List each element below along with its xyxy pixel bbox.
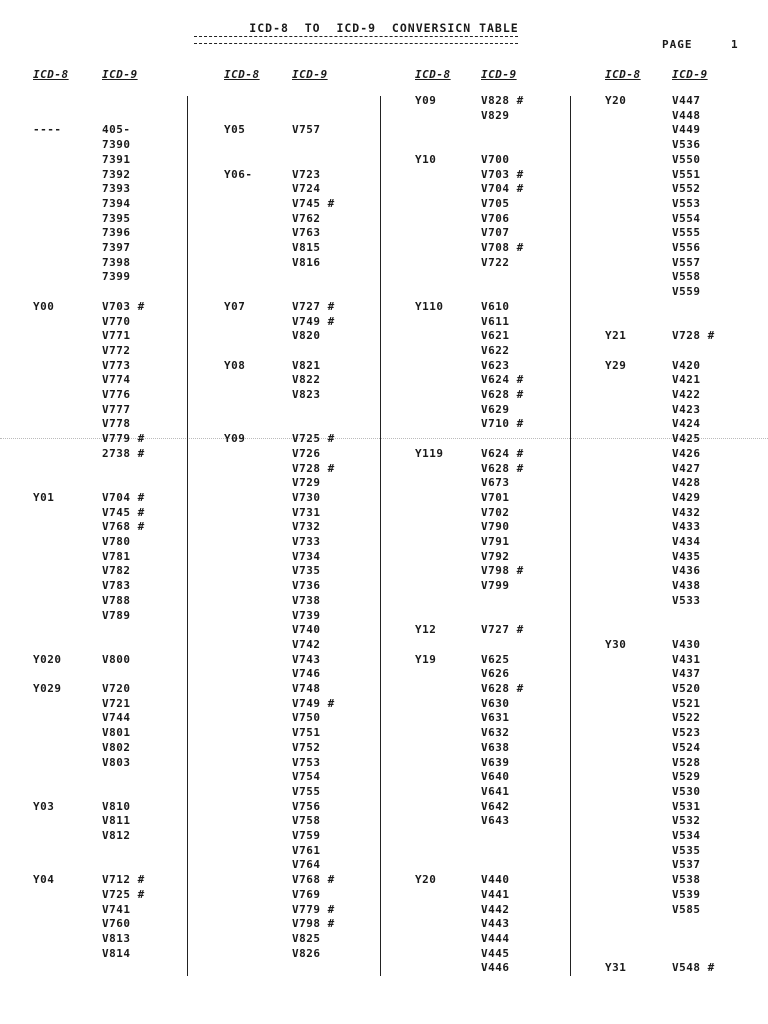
- icd9-code: V828 #: [481, 94, 524, 107]
- icd9-code: V585: [672, 902, 701, 916]
- icd9-code: V522: [672, 711, 701, 725]
- icd9-code: V632: [481, 726, 510, 740]
- icd9-code: V556: [672, 241, 701, 254]
- icd9-code: V745 #: [292, 196, 335, 210]
- icd9-code: 405-: [102, 123, 131, 137]
- icd9-code: V552: [672, 182, 701, 196]
- icd9-code: V780: [102, 535, 131, 548]
- icd9-code: V727 #: [292, 299, 335, 313]
- icd9-code: V422: [672, 388, 701, 401]
- icd9-code: V727 #: [481, 623, 524, 637]
- icd9-code: V529: [672, 770, 701, 784]
- icd9-code: V638: [481, 740, 510, 754]
- icd9-code: V745 #: [102, 505, 145, 519]
- icd9-code: V440: [481, 873, 510, 887]
- icd9-code: V779 #: [102, 432, 145, 446]
- icd9-code: V736: [292, 579, 321, 593]
- icd9-code: V803: [102, 755, 131, 769]
- icd9-code: V813: [102, 931, 131, 945]
- icd9-code: V731: [292, 505, 321, 519]
- icd9-code: V421: [672, 373, 701, 387]
- header-icd8-col2: ICD-8: [224, 68, 260, 81]
- header-icd8-col3: ICD-8: [415, 68, 451, 81]
- icd9-code: V624 #: [481, 373, 524, 387]
- icd9-code: V433: [672, 520, 701, 534]
- icd9-code: V815: [292, 241, 321, 254]
- icd9-code: V623: [481, 358, 510, 372]
- icd8-code: Y029: [33, 682, 62, 695]
- icd9-code: V430: [672, 637, 701, 651]
- icd9-code: V628 #: [481, 682, 524, 695]
- icd9-code: V759: [292, 829, 321, 842]
- icd9-code: V534: [672, 829, 701, 842]
- icd9-code: V740: [292, 623, 321, 637]
- icd9-code: V761: [292, 843, 321, 857]
- icd9-code: V728 #: [672, 329, 715, 343]
- icd9-code: V816: [292, 255, 321, 269]
- icd9-code: V782: [102, 564, 131, 578]
- header-icd9-col4: ICD-9: [672, 68, 708, 81]
- icd9-code: V826: [292, 946, 321, 960]
- header-icd9-col1: ICD-9: [102, 68, 138, 81]
- icd9-code: V630: [481, 696, 510, 710]
- icd9-code: V798 #: [292, 917, 335, 931]
- icd9-code: V749 #: [292, 696, 335, 710]
- icd9-code: V703 #: [481, 167, 524, 181]
- icd9-code: V523: [672, 726, 701, 740]
- icd9-code: V749 #: [292, 314, 335, 328]
- icd9-code: V554: [672, 211, 701, 225]
- icd9-code: V423: [672, 402, 701, 416]
- icd9-code: V443: [481, 917, 510, 931]
- icd9-code: V531: [672, 799, 701, 813]
- icd9-code: V722: [481, 255, 510, 269]
- icd9-code: V700: [481, 152, 510, 166]
- icd9-code: V734: [292, 549, 321, 563]
- icd9-code: V528: [672, 755, 701, 769]
- icd9-code: V760: [102, 917, 131, 931]
- icd9-code: V829: [481, 108, 510, 122]
- icd9-code: V427: [672, 461, 701, 475]
- icd8-code: ----: [33, 123, 62, 137]
- icd9-code: V723: [292, 167, 321, 181]
- icd9-code: V444: [481, 931, 510, 945]
- column-divider-3: [570, 96, 571, 976]
- icd9-code: V781: [102, 549, 131, 563]
- icd9-code: V822: [292, 373, 321, 387]
- icd9-code: V626: [481, 667, 510, 681]
- icd9-code: V447: [672, 94, 701, 107]
- icd9-code: V535: [672, 843, 701, 857]
- icd9-code: V705: [481, 196, 510, 210]
- icd9-code: V825: [292, 931, 321, 945]
- page-label: PAGE: [662, 38, 693, 51]
- header-icd9-col3: ICD-9: [481, 68, 517, 81]
- icd9-code: V431: [672, 652, 701, 666]
- column-divider-1: [187, 96, 188, 976]
- icd9-code: V725 #: [102, 887, 145, 901]
- icd9-code: V621: [481, 329, 510, 343]
- icd9-code: V437: [672, 667, 701, 681]
- icd9-code: V758: [292, 814, 321, 828]
- icd9-code: V823: [292, 388, 321, 401]
- icd9-code: V773: [102, 358, 131, 372]
- icd9-code: V448: [672, 108, 701, 122]
- icd9-code: V420: [672, 358, 701, 372]
- icd9-code: V776: [102, 388, 131, 401]
- icd9-code: V631: [481, 711, 510, 725]
- icd9-code: V703 #: [102, 299, 145, 313]
- icd9-code: V707: [481, 226, 510, 240]
- icd9-code: V769: [292, 887, 321, 901]
- icd9-code: V772: [102, 343, 131, 357]
- icd9-code: V771: [102, 329, 131, 343]
- icd8-code: Y12: [415, 623, 437, 637]
- icd9-code: V764: [292, 858, 321, 872]
- icd9-code: 2738 #: [102, 446, 145, 460]
- icd9-code: V744: [102, 711, 131, 725]
- icd9-code: V751: [292, 726, 321, 740]
- icd9-code: V802: [102, 740, 131, 754]
- icd9-code: V800: [102, 652, 131, 666]
- icd8-code: Y09: [415, 94, 437, 107]
- icd9-code: V642: [481, 799, 510, 813]
- icd9-code: V820: [292, 329, 321, 343]
- icd9-code: V550: [672, 152, 701, 166]
- icd8-code: Y19: [415, 652, 437, 666]
- icd9-code: V770: [102, 314, 131, 328]
- icd9-code: V798 #: [481, 564, 524, 578]
- icd9-code: V643: [481, 814, 510, 828]
- icd9-code: V811: [102, 814, 131, 828]
- icd9-code: V702: [481, 505, 510, 519]
- icd9-code: V814: [102, 946, 131, 960]
- icd9-code: 7396: [102, 226, 131, 240]
- icd8-code: Y21: [605, 329, 627, 343]
- icd9-code: V768 #: [292, 873, 335, 887]
- icd9-code: V821: [292, 358, 321, 372]
- icd9-code: V628 #: [481, 461, 524, 475]
- icd9-code: V728 #: [292, 461, 335, 475]
- icd9-code: V763: [292, 226, 321, 240]
- icd9-code: V449: [672, 123, 701, 137]
- icd8-code: Y29: [605, 358, 627, 372]
- icd9-code: 7398: [102, 255, 131, 269]
- icd9-code: V710 #: [481, 417, 524, 431]
- icd9-code: V701: [481, 490, 510, 504]
- icd9-code: V530: [672, 784, 701, 798]
- icd9-code: V521: [672, 696, 701, 710]
- icd9-code: V558: [672, 270, 701, 284]
- icd8-code: Y06-: [224, 167, 253, 181]
- icd9-code: V442: [481, 902, 510, 916]
- icd9-code: 7392: [102, 167, 131, 181]
- icd9-code: V757: [292, 123, 321, 137]
- column-divider-2: [380, 96, 381, 976]
- icd9-code: V425: [672, 432, 701, 446]
- icd9-code: V434: [672, 535, 701, 548]
- icd9-code: 7390: [102, 138, 131, 152]
- icd8-code: Y110: [415, 299, 444, 313]
- icd9-code: V428: [672, 476, 701, 490]
- icd9-code: V553: [672, 196, 701, 210]
- icd9-code: V673: [481, 476, 510, 490]
- icd9-code: V729: [292, 476, 321, 490]
- icd9-code: V629: [481, 402, 510, 416]
- icd9-code: V792: [481, 549, 510, 563]
- icd9-code: V520: [672, 682, 701, 695]
- icd9-code: V788: [102, 593, 131, 607]
- icd9-code: V799: [481, 579, 510, 593]
- icd9-code: V779 #: [292, 902, 335, 916]
- icd9-code: V429: [672, 490, 701, 504]
- icd9-code: V639: [481, 755, 510, 769]
- icd8-code: Y30: [605, 637, 627, 651]
- icd9-code: V750: [292, 711, 321, 725]
- icd9-code: V539: [672, 887, 701, 901]
- icd9-code: V789: [102, 608, 131, 622]
- icd8-code: Y20: [415, 873, 437, 887]
- icd9-code: V810: [102, 799, 131, 813]
- icd8-code: Y04: [33, 873, 55, 887]
- icd9-code: V724: [292, 182, 321, 196]
- icd9-code: V754: [292, 770, 321, 784]
- icd9-code: V768 #: [102, 520, 145, 534]
- icd9-code: V622: [481, 343, 510, 357]
- icd8-code: Y10: [415, 152, 437, 166]
- icd9-code: V783: [102, 579, 131, 593]
- icd9-code: V625: [481, 652, 510, 666]
- icd9-code: V559: [672, 285, 701, 299]
- icd9-code: V704 #: [102, 490, 145, 504]
- icd9-code: V746: [292, 667, 321, 681]
- document-title: ICD-8 TO ICD-9 CONVERSICN TABLE: [249, 21, 519, 35]
- header-icd9-col2: ICD-9: [292, 68, 328, 81]
- icd9-code: V624 #: [481, 446, 524, 460]
- icd9-code: V536: [672, 138, 701, 152]
- icd9-code: V706: [481, 211, 510, 225]
- icd9-code: V741: [102, 902, 131, 916]
- icd9-code: V738: [292, 593, 321, 607]
- icd8-code: Y31: [605, 961, 627, 975]
- icd8-code: Y05: [224, 123, 246, 137]
- icd9-code: V557: [672, 255, 701, 269]
- icd8-code: Y07: [224, 299, 246, 313]
- icd9-code: V611: [481, 314, 510, 328]
- icd9-code: V708 #: [481, 241, 524, 254]
- icd9-code: V777: [102, 402, 131, 416]
- icd9-code: V555: [672, 226, 701, 240]
- icd9-code: V790: [481, 520, 510, 534]
- icd8-code: Y00: [33, 299, 55, 313]
- icd9-code: V753: [292, 755, 321, 769]
- title-underline: [194, 36, 518, 44]
- icd9-code: V778: [102, 417, 131, 431]
- icd9-code: V438: [672, 579, 701, 593]
- icd9-code: V432: [672, 505, 701, 519]
- icd9-code: V730: [292, 490, 321, 504]
- icd9-code: V732: [292, 520, 321, 534]
- icd9-code: V551: [672, 167, 701, 181]
- icd9-code: V712 #: [102, 873, 145, 887]
- icd9-code: V812: [102, 829, 131, 842]
- icd9-code: V720: [102, 682, 131, 695]
- icd9-code: V755: [292, 784, 321, 798]
- icd9-code: 7393: [102, 182, 131, 196]
- icd9-code: V524: [672, 740, 701, 754]
- icd9-code: V424: [672, 417, 701, 431]
- icd9-code: V628 #: [481, 388, 524, 401]
- icd9-code: V436: [672, 564, 701, 578]
- icd9-code: V801: [102, 726, 131, 740]
- icd9-code: V733: [292, 535, 321, 548]
- icd9-code: V532: [672, 814, 701, 828]
- icd9-code: V548 #: [672, 961, 715, 975]
- icd8-code: Y20: [605, 94, 627, 107]
- icd9-code: V725 #: [292, 432, 335, 446]
- icd9-code: V533: [672, 593, 701, 607]
- icd9-code: V445: [481, 946, 510, 960]
- icd9-code: V752: [292, 740, 321, 754]
- icd9-code: V641: [481, 784, 510, 798]
- icd9-code: V446: [481, 961, 510, 975]
- icd9-code: V756: [292, 799, 321, 813]
- icd9-code: V791: [481, 535, 510, 548]
- icd9-code: 7394: [102, 196, 131, 210]
- icd8-code: Y09: [224, 432, 246, 446]
- icd9-code: 7399: [102, 270, 131, 284]
- icd9-code: V742: [292, 637, 321, 651]
- header-icd8-col1: ICD-8: [33, 68, 69, 81]
- icd8-code: Y119: [415, 446, 444, 460]
- page-number: 1: [731, 38, 738, 51]
- icd9-code: V435: [672, 549, 701, 563]
- icd9-code: V426: [672, 446, 701, 460]
- icd9-code: V441: [481, 887, 510, 901]
- icd8-code: Y020: [33, 652, 62, 666]
- icd9-code: V762: [292, 211, 321, 225]
- icd9-code: V743: [292, 652, 321, 666]
- icd9-code: V721: [102, 696, 131, 710]
- icd9-code: V704 #: [481, 182, 524, 196]
- icd9-code: V735: [292, 564, 321, 578]
- icd9-code: V748: [292, 682, 321, 695]
- header-icd8-col4: ICD-8: [605, 68, 641, 81]
- icd8-code: Y01: [33, 490, 55, 504]
- icd9-code: 7391: [102, 152, 131, 166]
- icd9-code: V640: [481, 770, 510, 784]
- icd8-code: Y08: [224, 358, 246, 372]
- icd9-code: V774: [102, 373, 131, 387]
- icd9-code: V739: [292, 608, 321, 622]
- icd9-code: V537: [672, 858, 701, 872]
- icd9-code: V538: [672, 873, 701, 887]
- icd8-code: Y03: [33, 799, 55, 813]
- icd9-code: V726: [292, 446, 321, 460]
- icd9-code: V610: [481, 299, 510, 313]
- icd9-code: 7395: [102, 211, 131, 225]
- icd9-code: 7397: [102, 241, 131, 254]
